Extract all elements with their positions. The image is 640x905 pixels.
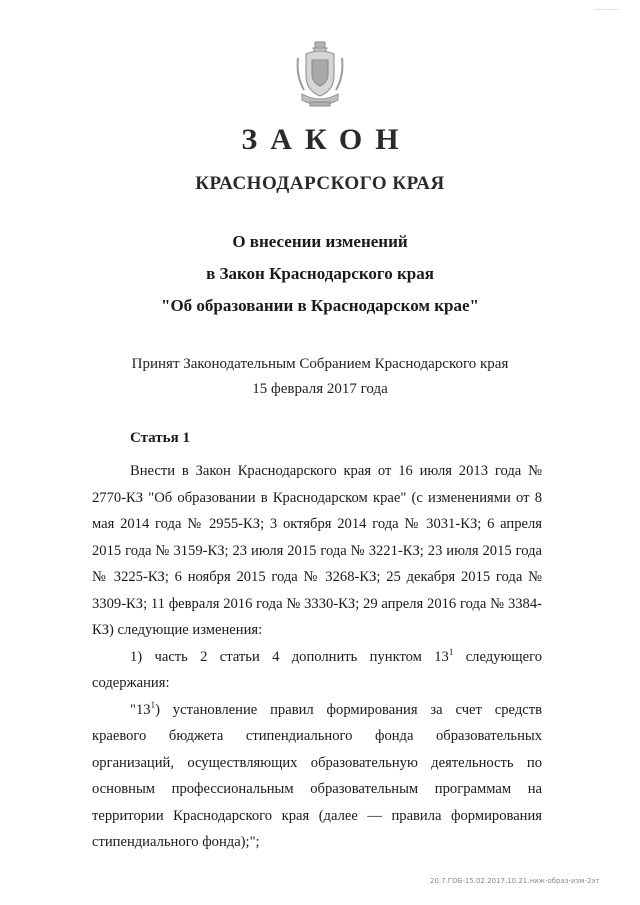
article-title: Статья 1 xyxy=(130,430,190,446)
paragraph-quoted-point xyxy=(92,697,542,856)
coat-of-arms-icon xyxy=(294,38,346,110)
law-title-line-3: "Об образовании в Краснодарском крае" xyxy=(161,296,479,315)
paragraph-item-1-superscript: 1 xyxy=(448,646,454,657)
footer-file-mark: 20.7.ГОБ-15.02.2017.10.21.ниж-образ-изм-2эт xyxy=(430,877,600,885)
paragraph-item-1-text: 1) часть 2 статьи 4 дополнить пунктом 13 xyxy=(130,648,449,665)
quoted-point-number: "13 xyxy=(130,701,151,718)
paragraph-item-1-tail: следующего содержания: xyxy=(92,648,543,691)
law-heading: ЗАКОН xyxy=(241,123,412,156)
adopted-date: 15 февраля 2017 года xyxy=(252,381,388,397)
law-title-line-1: О внесении изменений xyxy=(232,232,408,251)
adopted-by-line: Принят Законодательным Собранием Краснодарского края xyxy=(131,356,509,372)
article-body xyxy=(92,458,542,856)
quoted-point-text: ) установление правил формирования за счет средств краевого бюджета стипендиального фонда образовательных организаций, осуществляющих образовательную деятельность по основным профессиональным образовательным программам на территории Краснодарского края (далее — правила формирования стипендиального фонда);"; xyxy=(92,701,542,850)
quoted-point-superscript: 1 xyxy=(150,699,156,710)
paragraph-item-1 xyxy=(92,644,542,697)
law-region: КРАСНОДАРСКОГО КРАЯ xyxy=(195,173,445,194)
paragraph-amendments-intro: Внести в Закон Краснодарского края от 16 июля 2013 года № 2770-КЗ "Об образовании в Краснодарском крае" (с изменениями от 8 мая 2014 года № 2955-КЗ; 3 октября 2014 года № 3031-КЗ; 6 апреля 2015 года № 3159-КЗ; 23 июля 2015 года № 3221-КЗ; 23 июля 2015 года № 3225-КЗ; 6 ноября 2015 года № 3268-КЗ; 25 декабря 2015 года № 3309-КЗ; 11 февраля 2016 года № 3330-КЗ; 29 апреля 2016 года № 3384-КЗ) следующие изменения: xyxy=(92,463,542,638)
law-title-line-2: в Закон Краснодарского края xyxy=(206,264,434,283)
scan-top-mark: -------- xyxy=(594,6,620,13)
